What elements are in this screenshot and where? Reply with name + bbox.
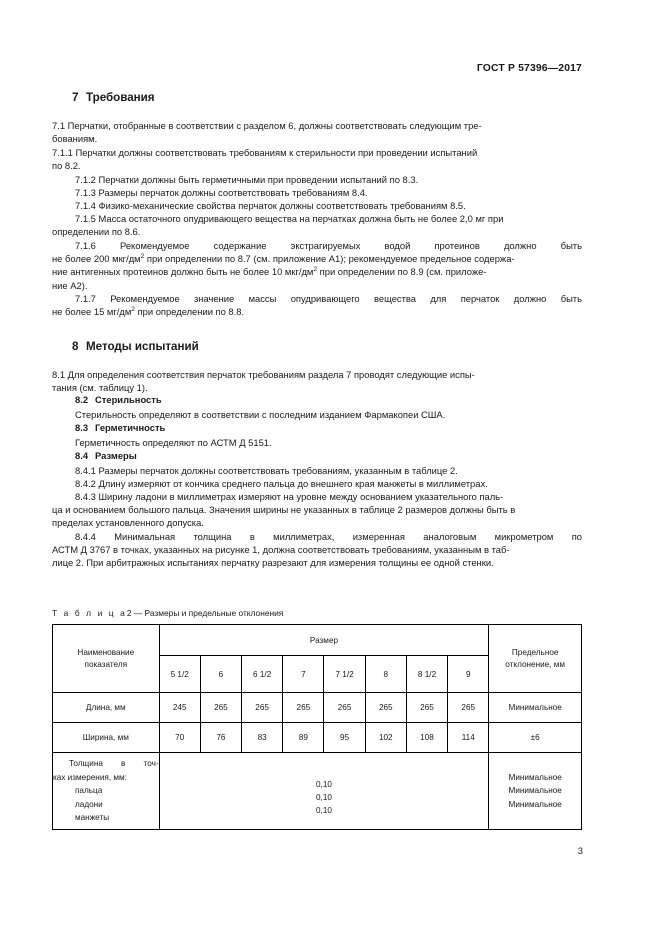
- clause-7-1-6-line-2-a: не более 200 мкг/дм: [52, 253, 141, 265]
- table-row: [53, 693, 582, 723]
- clause-7-1-7-line-2-b: при определении по 8.8.: [134, 306, 245, 318]
- clause-8-4-heading: [75, 450, 137, 461]
- table-caption-rest: 2 — Размеры и предельные отклонения: [126, 608, 284, 618]
- cell-length-7: 265: [448, 693, 489, 723]
- table-row: [53, 723, 582, 753]
- cell-length-3: 265: [283, 693, 324, 723]
- clause-8-3-number: 8.3: [75, 422, 89, 433]
- header-cell-name: [53, 625, 160, 693]
- row-label-thickness: [53, 753, 160, 830]
- header-deviation-line-2: отклонение, мм: [505, 659, 566, 669]
- header-cell-size-group: Размер: [159, 625, 489, 656]
- clause-7-1-1-line-2: по 8.2.: [52, 160, 81, 172]
- section-8-heading: [72, 340, 199, 353]
- clause-7-1-5: [52, 212, 582, 238]
- clause-7-1-7: [52, 292, 582, 318]
- clause-8-4-title: Размеры: [95, 450, 137, 461]
- header-cell-size-2: 6 1/2: [242, 656, 283, 693]
- header-cell-size-7: 9: [448, 656, 489, 693]
- clause-8-2-title: Стерильность: [95, 394, 162, 405]
- header-cell-size-0: 5 1/2: [159, 656, 200, 693]
- thickness-label-line-1: Толщина в точ-: [69, 759, 159, 769]
- clause-8-4-3-line-3: пределах установленного допуска.: [52, 517, 204, 529]
- superscript-square-3: 2: [131, 306, 135, 314]
- clause-8-4-number: 8.4: [75, 450, 89, 461]
- header-cell-size-5: 8: [365, 656, 406, 693]
- thickness-value-palm: 0,10: [316, 793, 332, 802]
- thickness-deviation-cuff: Минимальное: [508, 799, 562, 809]
- cell-width-4: 95: [324, 723, 365, 753]
- table-row: [53, 753, 582, 830]
- header-cell-deviation: [489, 625, 582, 693]
- clause-7-1: [52, 119, 582, 145]
- cell-length-0: 245: [159, 693, 200, 723]
- cell-width-6: 108: [406, 723, 447, 753]
- clause-7-1-6-line-4: ние А2).: [52, 279, 88, 291]
- thickness-label-line-2: ках измерения, мм:: [53, 772, 127, 782]
- clause-7-1-6-line-3-a: ние антигенных протеинов должно быть не более 10 мкг/дм: [52, 266, 314, 278]
- cell-width-deviation: ±6: [489, 723, 582, 753]
- superscript-square-1: 2: [140, 253, 145, 261]
- clause-8-4-4-line-3: лице 2. При арбитражных испытаниях перчатку разрезают для измерения толщины ее одной стенки.: [52, 557, 494, 569]
- clause-8-4-3-line-2: ца и основанием большого пальца. Значения ширины не указанных в таблице 2 размеров должны быть в: [52, 504, 516, 516]
- clause-8-4-3: [52, 490, 582, 530]
- thickness-deviation-palm: Минимальное: [508, 786, 562, 796]
- cell-width-0: 70: [159, 723, 200, 753]
- clause-8-4-2: [52, 477, 582, 490]
- clause-7-1-line-1: 7.1 Перчатки, отобранные в соответствии с разделом 6, должны соответствовать следующим тре-: [52, 120, 482, 131]
- clause-7-1-6-line-1: 7.1.6 Рекомендуемое содержание экстрагируемых водой протеинов должно быть: [75, 240, 582, 251]
- cell-length-2: 265: [242, 693, 283, 723]
- clause-8-2-number: 8.2: [75, 394, 89, 405]
- clause-7-1-2-text: 7.1.2 Перчатки должны быть герметичными при проведении испытаний по 8.3.: [75, 174, 419, 185]
- clause-8-1-line-2: тания (см. таблицу 1).: [52, 382, 148, 394]
- sizes-and-tolerances-table: [52, 624, 582, 830]
- header-cell-size-4: 7 1/2: [324, 656, 365, 693]
- clause-7-1-1-line-1: 7.1.1 Перчатки должны соответствовать требованиям к стерильности при проведении испытаний: [52, 147, 478, 158]
- cell-length-deviation: Минимальное: [489, 693, 582, 723]
- clause-8-3-heading: [75, 422, 165, 433]
- clause-7-1-4: [52, 199, 582, 212]
- cell-length-6: 265: [406, 693, 447, 723]
- clause-8-2-heading: [75, 394, 162, 405]
- clause-7-1-1: [52, 146, 582, 172]
- clause-8-2-body: [52, 408, 582, 421]
- thickness-value-finger: 0,10: [316, 779, 332, 789]
- section-7-number: 7: [72, 91, 79, 104]
- clause-7-1-3: [52, 186, 582, 199]
- header-deviation-line-1: Предельное: [511, 647, 559, 657]
- cell-width-3: 89: [283, 723, 324, 753]
- header-cell-size-6: 8 1/2: [406, 656, 447, 693]
- clause-8-4-4-line-2: АСТМ Д 3767 в точках, указанных на рисунке 1, должна соответствовать требованиям, указанным в таб-: [52, 544, 510, 556]
- clause-8-1: [52, 368, 582, 394]
- clause-7-1-6-line-3: [52, 265, 582, 278]
- clause-7-1-7-line-2-a: не более 15 мг/дм: [52, 306, 132, 318]
- clause-8-3-text: Герметичность определяют по АСТМ Д 5151.: [75, 437, 272, 448]
- cell-length-1: 265: [200, 693, 241, 723]
- header-cell-size-3: 7: [283, 656, 324, 693]
- clause-7-1-5-line-2: определении по 8.6.: [52, 226, 141, 238]
- clause-7-1-7-line-2: [52, 305, 582, 318]
- clause-8-3-title: Герметичность: [95, 422, 166, 433]
- row-label-length: Длина, мм: [53, 693, 160, 723]
- section-7-title: Требования: [86, 91, 155, 104]
- cell-width-5: 102: [365, 723, 406, 753]
- clause-7-1-6-line-2-b: при определении по 8.7 (см. приложение А1); рекомендуемое предельное содержа-: [144, 253, 515, 265]
- clause-7-1-7-line-1: 7.1.7 Рекомендуемое значение массы опудривающего вещества для перчаток должно быть: [75, 293, 582, 304]
- cell-thickness-deviations: [489, 753, 582, 830]
- clause-8-4-1: [52, 464, 582, 477]
- clause-8-3-body: [52, 436, 582, 449]
- clause-8-4-2-text: 8.4.2 Длину измеряют от кончика среднего пальца до внешнего края манжеты в миллиметрах.: [75, 478, 488, 489]
- clause-7-1-6-line-3-b: при определении по 8.9 (см. приложе-: [317, 266, 487, 278]
- table-2: [52, 624, 582, 830]
- running-header-standard-number: ГОСТ Р 57396—2017: [476, 63, 582, 74]
- clause-7-1-2: [52, 173, 582, 186]
- cell-width-2: 83: [242, 723, 283, 753]
- clause-7-1-5-line-1: 7.1.5 Масса остаточного опудривающего вещества на перчатках должна быть не более 2,0 мг при: [75, 213, 504, 224]
- section-7-heading: [72, 91, 155, 104]
- thickness-label-finger: пальца: [75, 786, 103, 796]
- clause-8-4-4-line-1: 8.4.4 Минимальная толщина в миллиметрах, измеренная аналоговым микрометром по: [75, 531, 582, 542]
- clause-7-1-6-line-2: [52, 252, 582, 265]
- table-header-row-1: [53, 625, 582, 656]
- cell-width-7: 114: [448, 723, 489, 753]
- clause-7-1-3-text: 7.1.3 Размеры перчаток должны соответствовать требованиям 8.4.: [75, 187, 368, 198]
- clause-8-1-line-1: 8.1 Для определения соответствия перчаток требованиям раздела 7 проводят следующие испы-: [52, 369, 475, 380]
- clause-7-1-4-text: 7.1.4 Физико-механические свойства перчаток должны соответствовать требованиям 8.5.: [75, 200, 466, 211]
- header-name-line-1: Наименование: [77, 647, 135, 657]
- clause-8-4-3-line-1: 8.4.3 Ширину ладони в миллиметрах измеряют на уровне между основанием указательного паль-: [75, 491, 504, 502]
- page-number: 3: [577, 845, 583, 856]
- cell-length-5: 265: [365, 693, 406, 723]
- clause-8-4-1-text: 8.4.1 Размеры перчаток должны соответствовать требованиям, указанным в таблице 2.: [75, 465, 458, 476]
- thickness-label-palm: ладони: [75, 799, 103, 809]
- clause-8-4-4: [52, 530, 582, 570]
- section-8-title: Методы испытаний: [86, 340, 199, 353]
- table-2-caption: [52, 608, 283, 618]
- clause-8-2-text: Стерильность определяют в соответствии с последним изданием Фармакопеи США.: [75, 409, 446, 420]
- clause-7-1-6: [52, 239, 582, 292]
- cell-thickness-values: [159, 753, 489, 830]
- row-label-width: Ширина, мм: [53, 723, 160, 753]
- section-8-number: 8: [72, 340, 79, 353]
- superscript-square-2: 2: [313, 266, 318, 274]
- table-caption-word: Т а б л и ц а: [52, 608, 127, 618]
- header-cell-size-1: 6: [200, 656, 241, 693]
- thickness-label-cuff: манжеты: [75, 813, 110, 823]
- thickness-deviation-finger: Минимальное: [508, 772, 562, 782]
- cell-width-1: 76: [200, 723, 241, 753]
- cell-length-4: 265: [324, 693, 365, 723]
- clause-7-1-line-2: бованиям.: [52, 133, 98, 145]
- thickness-value-cuff: 0,10: [316, 806, 332, 816]
- header-name-line-2: показателя: [84, 659, 128, 669]
